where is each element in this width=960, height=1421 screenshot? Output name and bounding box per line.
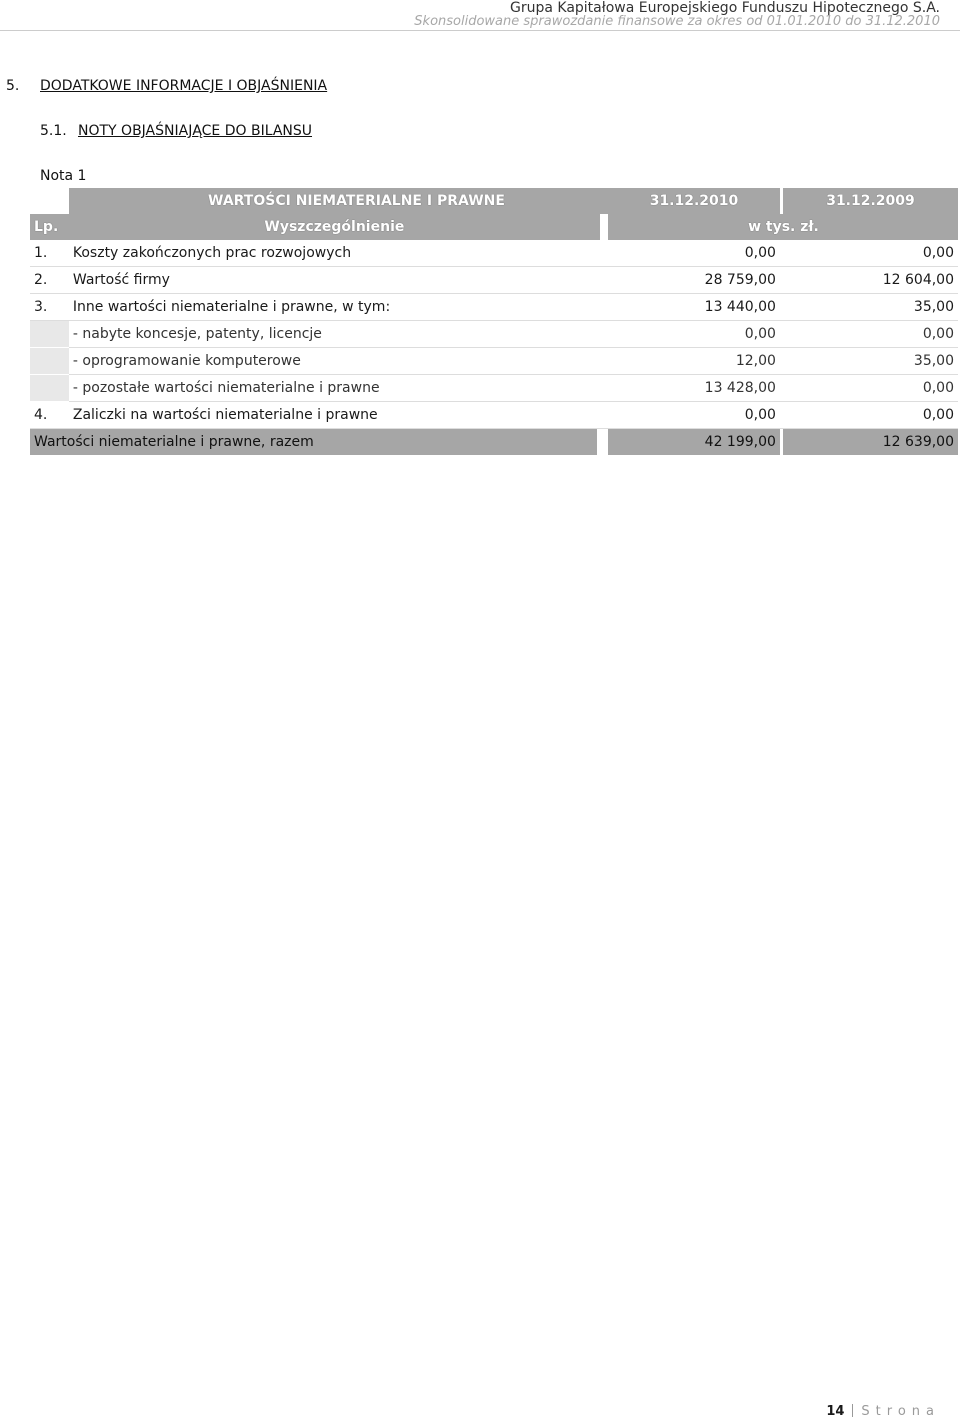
row-lp: 3. [30, 294, 69, 321]
row-value-2010: 0,00 [608, 321, 780, 348]
table-total-row [30, 429, 958, 455]
row-lp [30, 375, 69, 402]
section-number: 5. [6, 78, 20, 94]
row-lp [30, 321, 69, 348]
table-row [30, 402, 958, 429]
row-description: Koszty zakończonych prac rozwojowych [69, 240, 600, 267]
row-description: Zaliczki na wartości niematerialne i prawne [69, 402, 600, 429]
table-subrow [30, 321, 958, 348]
table-title-spacer [30, 188, 69, 214]
row-value-2010: 0,00 [608, 402, 780, 429]
row-value-2009: 35,00 [783, 294, 958, 321]
row-value-2009: 35,00 [783, 348, 958, 375]
table-subrow [30, 348, 958, 375]
section-title: DODATKOWE INFORMACJE I OBJAŚNIENIA [40, 78, 328, 94]
footer-divider [852, 1404, 853, 1417]
column-lp: Lp. [30, 214, 69, 240]
row-description: - oprogramowanie komputerowe [69, 348, 600, 375]
page-number: 14 [826, 1404, 845, 1419]
intangible-assets-table [30, 188, 958, 455]
subsection-heading [40, 123, 312, 139]
row-value-2009: 12 604,00 [783, 267, 958, 294]
company-name: Grupa Kapitałowa Europejskiego Funduszu Hipotecznego S.A. [510, 0, 940, 16]
row-value-2009: 0,00 [783, 240, 958, 267]
row-value-2010: 13 428,00 [608, 375, 780, 402]
table-header-row [30, 214, 958, 240]
total-value-2009: 12 639,00 [783, 429, 958, 455]
row-value-2010: 12,00 [608, 348, 780, 375]
row-value-2010: 28 759,00 [608, 267, 780, 294]
table-row [30, 294, 958, 321]
row-value-2010: 0,00 [608, 240, 780, 267]
note-label: Nota 1 [40, 168, 87, 184]
row-description: Inne wartości niematerialne i prawne, w tym: [69, 294, 600, 321]
row-description: - nabyte koncesje, patenty, licencje [69, 321, 600, 348]
report-subtitle: Skonsolidowane sprawozdanie finansowe za okres od 01.01.2010 do 31.12.2010 [414, 14, 940, 29]
row-description: - pozostałe wartości niematerialne i prawne [69, 375, 600, 402]
header-divider [0, 30, 960, 31]
unit-label: w tys. zł. [608, 214, 958, 240]
section-heading [6, 78, 327, 94]
row-value-2009: 0,00 [783, 402, 958, 429]
row-value-2009: 0,00 [783, 375, 958, 402]
page-footer [826, 1404, 940, 1419]
column-date-2009: 31.12.2009 [783, 188, 958, 214]
row-lp [30, 348, 69, 375]
table-title-row [30, 188, 958, 214]
row-lp: 4. [30, 402, 69, 429]
row-description: Wartość firmy [69, 267, 600, 294]
page-label: Strona [861, 1404, 940, 1419]
total-description: Wartości niematerialne i prawne, razem [30, 429, 600, 455]
table-subrow [30, 375, 958, 402]
subsection-number: 5.1. [40, 123, 67, 139]
table-row [30, 267, 958, 294]
subsection-title: NOTY OBJAŚNIAJĄCE DO BILANSU [78, 123, 313, 139]
total-value-2010: 42 199,00 [608, 429, 780, 455]
row-lp: 2. [30, 267, 69, 294]
row-value-2009: 0,00 [783, 321, 958, 348]
column-description: Wyszczególnienie [69, 214, 600, 240]
row-value-2010: 13 440,00 [608, 294, 780, 321]
table-title: WARTOŚCI NIEMATERIALNE I PRAWNE [69, 188, 608, 214]
column-date-2010: 31.12.2010 [608, 188, 780, 214]
row-lp: 1. [30, 240, 69, 267]
table-row [30, 240, 958, 267]
